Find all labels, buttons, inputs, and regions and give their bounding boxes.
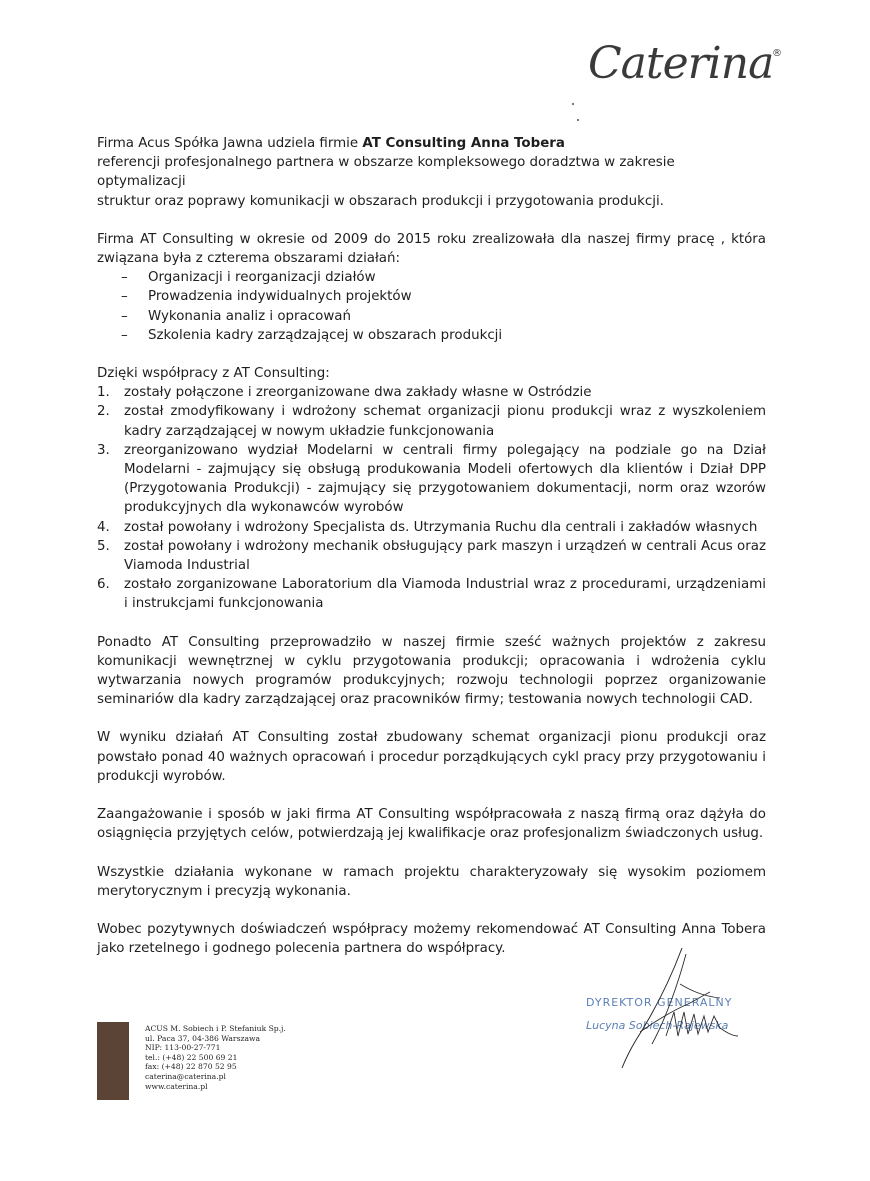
address-line: ul. Paca 37, 04-386 Warszawa	[145, 1033, 261, 1043]
address-line: tel.: (+48) 22 500 69 21	[145, 1052, 238, 1062]
address-line: caterina@caterina.pl	[145, 1071, 226, 1081]
logo-text: Caterina	[588, 38, 774, 89]
intro-prefix: Firma Acus Spółka Jawna udziela firmie	[97, 136, 363, 151]
address-line: ACUS M. Sobiech i P. Stefaniuk Sp.j.	[145, 1024, 286, 1033]
list-item: – Organizacji i reorganizacji działów	[121, 270, 376, 286]
results-heading: Dzięki współpracy z AT Consulting:	[97, 366, 330, 382]
list-item: – Wykonania analiz i opracowań	[121, 308, 351, 324]
scope-list	[97, 268, 766, 345]
company-address	[145, 1024, 286, 1091]
list-item: 2. został zmodyfikowany i wdrożony schemat organizacji pionu produkcji wraz z wyszkoleniem kadry zarządzającej w nowym układzie funkcjonowania	[97, 404, 766, 439]
scan-speck	[572, 103, 574, 105]
letter-body	[97, 134, 766, 977]
address-line: NIP: 113-00-27-771	[145, 1043, 221, 1053]
intro-paragraph	[97, 134, 766, 211]
results-list	[97, 383, 766, 613]
list-item: – Prowadzenia indywidualnych projektów	[121, 289, 412, 305]
caterina-logo	[588, 38, 788, 100]
projects-paragraph: Ponadto AT Consulting przeprowadziło w naszej firmie sześć ważnych projektów z zakresu komunikacji wewnętrznej w cyklu przygotowania produkcji; opracowania i wdrożenia cyklu wytwarzania nowych programów produkcyjnych; rozwoju technologii poprzez organizowanie seminariów dla kadry zarządzającej oraz pracowników firmy; testowania nowych technologii CAD.	[97, 634, 766, 708]
engagement-paragraph: Zaangażowanie i sposób w jaki firma AT Consulting współpracowała z naszą firmą oraz dążyła do osiągnięcia przyjętych celów, potwierdzają jej kwalifikacje oraz profesjonalizm świadczonych usług.	[97, 807, 766, 842]
quality-paragraph: Wszystkie działania wykonane w ramach projektu charakteryzowały się wysokim poziomem merytorycznym i precyzją wykonania.	[97, 864, 766, 899]
intro-line-2: referencji profesjonalnego partnera w obszarze kompleksowego doradztwa w zakresie optymalizacji	[97, 155, 675, 190]
logo-registered-mark: ®	[772, 48, 782, 59]
list-item: – Szkolenia kadry zarządzającej w obszarach produkcji	[121, 327, 503, 343]
list-item: 6. zostało zorganizowane Laboratorium dla Viamoda Industrial wraz z procedurami, urządzeniami i instrukcjami funkcjonowania	[97, 577, 766, 612]
list-item: 3. zreorganizowano wydział Modelarni w centrali firmy polegający na podziale go na Dział Modelarni - zajmujący się obsługą produkowania Modeli ofertowych dla klientów i Dział DPP (Przygotowania Produkcji) - zajmujący się przygotowaniem dokumentacji, norm oraz wzorów produkcyjnych dla wykonawców wyrobów	[97, 442, 766, 516]
address-line: fax: (+48) 22 870 52 95	[145, 1062, 237, 1072]
stamp-name: Lucyna Sobiech-Rajewska	[586, 1019, 729, 1032]
intro-company: AT Consulting Anna Tobera	[362, 136, 565, 151]
intro-line-3: struktur oraz poprawy komunikacji w obszarach produkcji i przygotowania produkcji.	[97, 193, 664, 209]
stamp-title: DYREKTOR GENERALNY	[586, 996, 733, 1009]
handwritten-signature	[570, 940, 770, 1080]
scan-speck	[577, 119, 579, 121]
scope-paragraph: Firma AT Consulting w okresie od 2009 do 2015 roku zrealizowała dla naszej firmy pracę , która związana była z czterema obszarami działań:	[97, 231, 766, 267]
list-item: 5. został powołany i wdrożony mechanik obsługujący park maszyn i urządzeń w centrali Acus oraz Viamoda Industrial	[97, 538, 766, 574]
outcome-paragraph: W wyniku działań AT Consulting został zbudowany schemat organizacji pionu produkcji oraz powstało ponad 40 ważnych opracowań i procedur porządkujących cykl pracy przy przygotowaniu i produkcji wyrobów.	[97, 730, 766, 784]
address-line: www.caterina.pl	[145, 1081, 208, 1091]
recommendation-paragraph: Wobec pozytywnych doświadczeń współpracy możemy rekomendować AT Consulting Anna Tobera jako rzetelnego i godnego polecenia partnera do współpracy.	[97, 921, 766, 957]
list-item: 1. zostały połączone i zreorganizowane dwa zakłady własne w Ostródzie	[97, 385, 592, 401]
company-color-bar	[97, 1022, 129, 1100]
list-item: 4. został powołany i wdrożony Specjalista ds. Utrzymania Ruchu dla centrali i zakładów własnych	[97, 519, 758, 535]
